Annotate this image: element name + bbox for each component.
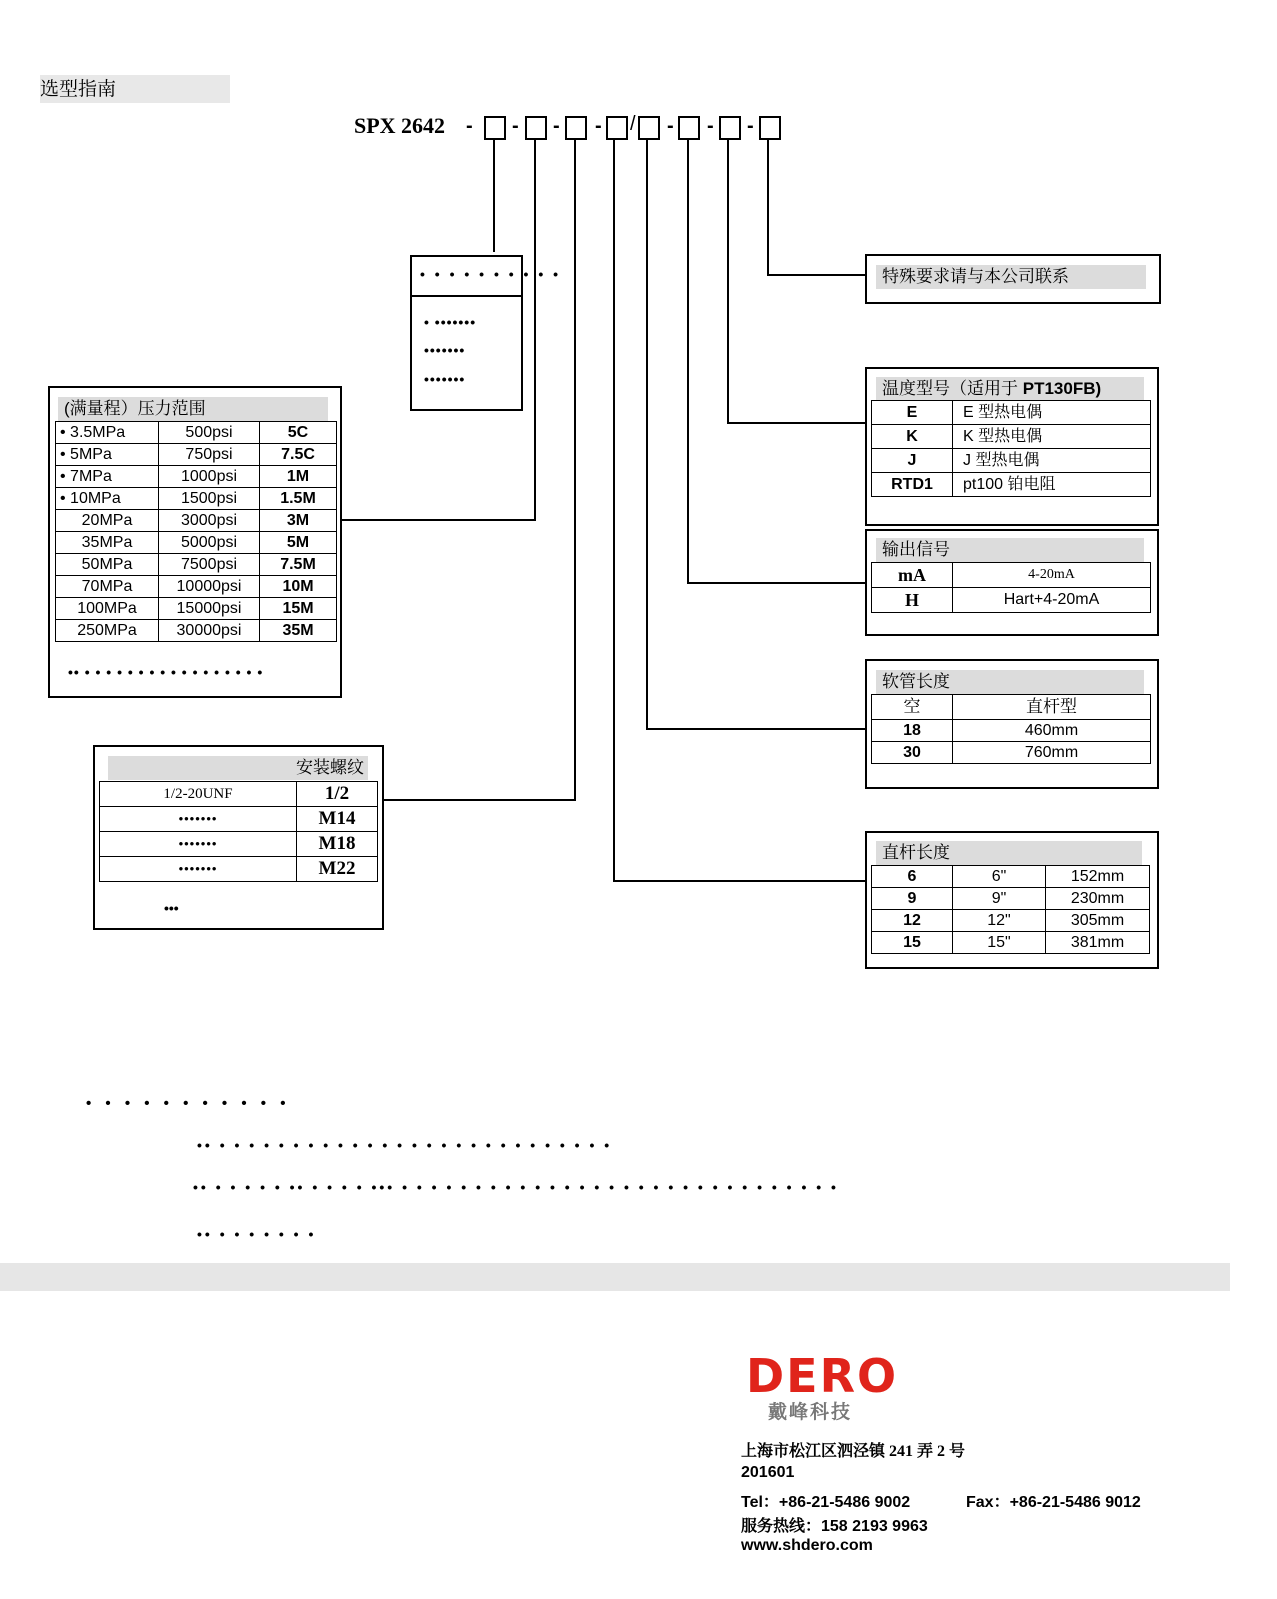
pressure-psi: 10000psi [159,576,260,598]
hose-code: 空 [872,695,953,720]
temp-code: RTD1 [872,473,953,497]
hose-title: 软管长度 [876,670,1144,694]
table-row [872,910,1150,932]
thread-spec: ••••••• [100,807,297,832]
table-row [872,563,1151,588]
output-table [871,562,1151,613]
hose-code: 18 [872,720,953,742]
separator-slash: / [630,113,636,135]
pressure-mpa: 50MPa [56,554,159,576]
pressure-psi: 1500psi [159,488,260,510]
pressure-mpa: 250MPa [56,620,159,642]
hose-desc: 直杆型 [953,695,1151,720]
temp-code: J [872,449,953,473]
table-row [56,510,337,532]
connector-6 [688,140,866,583]
temp-code: K [872,425,953,449]
pressure-code: 3M [260,510,337,532]
table-row [872,401,1151,425]
table-row [872,932,1150,954]
thread-spec: 1/2-20UNF [100,782,297,807]
connector-5 [647,140,866,729]
note-line-2: •• • • • • • • • • • • • • • • • • • • • • • • • • • • • [197,1137,613,1153]
thread-code: M14 [297,807,378,832]
table-row [56,598,337,620]
connector-8 [768,140,866,275]
section-title: 选型指南 [40,75,230,103]
pressure-code: 7.5C [260,444,337,466]
stem-inch: 15" [953,932,1046,954]
stem-code: 6 [872,866,953,888]
separator-dash: - [747,115,754,137]
separator-dash: - [667,115,674,137]
stem-inch: 9" [953,888,1046,910]
pressure-code: 15M [260,598,337,620]
table-row [872,720,1151,742]
table-row [56,554,337,576]
pressure-mpa: • 3.5MPa [56,422,159,444]
thread-footer-dots: ••• [164,900,179,916]
temp-desc: K 型热电偶 [953,425,1151,449]
stem-inch: 12" [953,910,1046,932]
small-panel-row: • ••••••• [424,314,477,330]
pressure-psi: 1000psi [159,466,260,488]
pressure-psi: 30000psi [159,620,260,642]
hose-table [871,694,1151,764]
footer-postcode: 201601 [741,1464,795,1481]
temperature-title [876,377,1144,401]
table-row [872,888,1150,910]
pressure-mpa: • 7MPa [56,466,159,488]
stem-title: 直杆长度 [876,841,1142,865]
output-desc: Hart+4-20mA [953,588,1151,613]
pressure-psi: 500psi [159,422,260,444]
small-panel-header-dots: • • • • • • • • • • [420,266,562,282]
pressure-psi: 5000psi [159,532,260,554]
temp-code: E [872,401,953,425]
footer-website[interactable]: www.shdero.com [741,1537,873,1554]
table-row [872,425,1151,449]
output-desc: 4-20mA [953,563,1151,588]
model-prefix: SPX 2642 [354,113,446,138]
hose-code: 30 [872,742,953,764]
pressure-mpa: • 5MPa [56,444,159,466]
table-row [56,422,337,444]
footer-fax: Fax：+86-21-5486 9012 [966,1494,1141,1511]
output-code: mA [872,563,953,588]
divider-band [0,1263,1230,1291]
table-row [56,576,337,598]
table-row [872,695,1151,720]
separator-dash: - [707,115,714,137]
thread-code: M18 [297,832,378,857]
thread-title: 安装螺纹 [108,756,368,780]
stem-inch: 6" [953,866,1046,888]
stem-code: 12 [872,910,953,932]
special-title: 特殊要求请与本公司联系 [876,265,1146,289]
pressure-psi: 7500psi [159,554,260,576]
pressure-code: 1M [260,466,337,488]
logo-text: DERO [746,1349,899,1403]
table-row [56,532,337,554]
output-title: 输出信号 [876,538,1144,562]
footer-tel: Tel：+86-21-5486 9002 [741,1494,911,1511]
pressure-code: 35M [260,620,337,642]
hose-desc: 460mm [953,720,1151,742]
temp-desc: pt100 铂电阻 [953,473,1151,497]
pressure-mpa: 100MPa [56,598,159,620]
hose-desc: 760mm [953,742,1151,764]
table-row [56,488,337,510]
table-row [56,620,337,642]
connector-4 [614,140,866,881]
company-name: 戴峰科技 [768,1402,853,1423]
table-row [56,466,337,488]
stem-mm: 152mm [1046,866,1150,888]
footer-hotline: 服务热线：158 2193 9963 [741,1518,928,1535]
pressure-mpa: 20MPa [56,510,159,532]
thread-table [99,781,378,882]
separator-dash: - [512,115,519,137]
pressure-code: 10M [260,576,337,598]
temp-desc: J 型热电偶 [953,449,1151,473]
pressure-psi: 750psi [159,444,260,466]
pressure-mpa: 35MPa [56,532,159,554]
stem-mm: 230mm [1046,888,1150,910]
temperature-title-model: PT130FB) [1022,379,1102,398]
pressure-mpa: • 10MPa [56,488,159,510]
separator-dash: - [466,115,473,137]
pressure-title: (满量程）压力范围 [58,397,328,421]
table-row [872,473,1151,497]
pressure-code: 5C [260,422,337,444]
table-row [100,832,378,857]
thread-code: M22 [297,857,378,882]
pressure-footer-dots: •• • • • • • • • • • • • • • • • • • [68,664,264,680]
thread-code: 1/2 [297,782,378,807]
divider [412,295,521,297]
pressure-code: 5M [260,532,337,554]
pressure-table [55,421,337,642]
table-row [872,742,1151,764]
note-line-3: •• • • • • • •• • • • • ••• • • • • • • • • • • • • • • • • • • • • • • • • • • • • • • [193,1179,839,1195]
connector-3 [384,140,575,800]
thread-spec: ••••••• [100,832,297,857]
footer-address: 上海市松江区泗泾镇 241 弄 2 号 [741,1443,966,1460]
pressure-code: 1.5M [260,488,337,510]
pressure-psi: 3000psi [159,510,260,532]
stem-mm: 381mm [1046,932,1150,954]
stem-code: 9 [872,888,953,910]
temperature-table [871,400,1151,497]
table-row [100,857,378,882]
stem-code: 15 [872,932,953,954]
separator-dash: - [553,115,560,137]
small-panel-row: ••••••• [424,371,466,387]
note-line-1: • • • • • • • • • • • [86,1095,291,1112]
table-row [872,588,1151,613]
table-row [872,866,1150,888]
table-row [100,807,378,832]
pressure-psi: 15000psi [159,598,260,620]
connector-7 [728,140,866,423]
table-row [100,782,378,807]
small-panel-row: ••••••• [424,342,466,358]
pressure-mpa: 70MPa [56,576,159,598]
pressure-code: 7.5M [260,554,337,576]
temperature-title-prefix: 温度型号（适用于 [882,379,1023,398]
stem-table [871,865,1150,954]
separator-dash: - [595,115,602,137]
table-row [872,449,1151,473]
stem-mm: 305mm [1046,910,1150,932]
note-line-4: •• • • • • • • • [197,1226,317,1242]
output-code: H [872,588,953,613]
table-row [56,444,337,466]
thread-spec: ••••••• [100,857,297,882]
temp-desc: E 型热电偶 [953,401,1151,425]
